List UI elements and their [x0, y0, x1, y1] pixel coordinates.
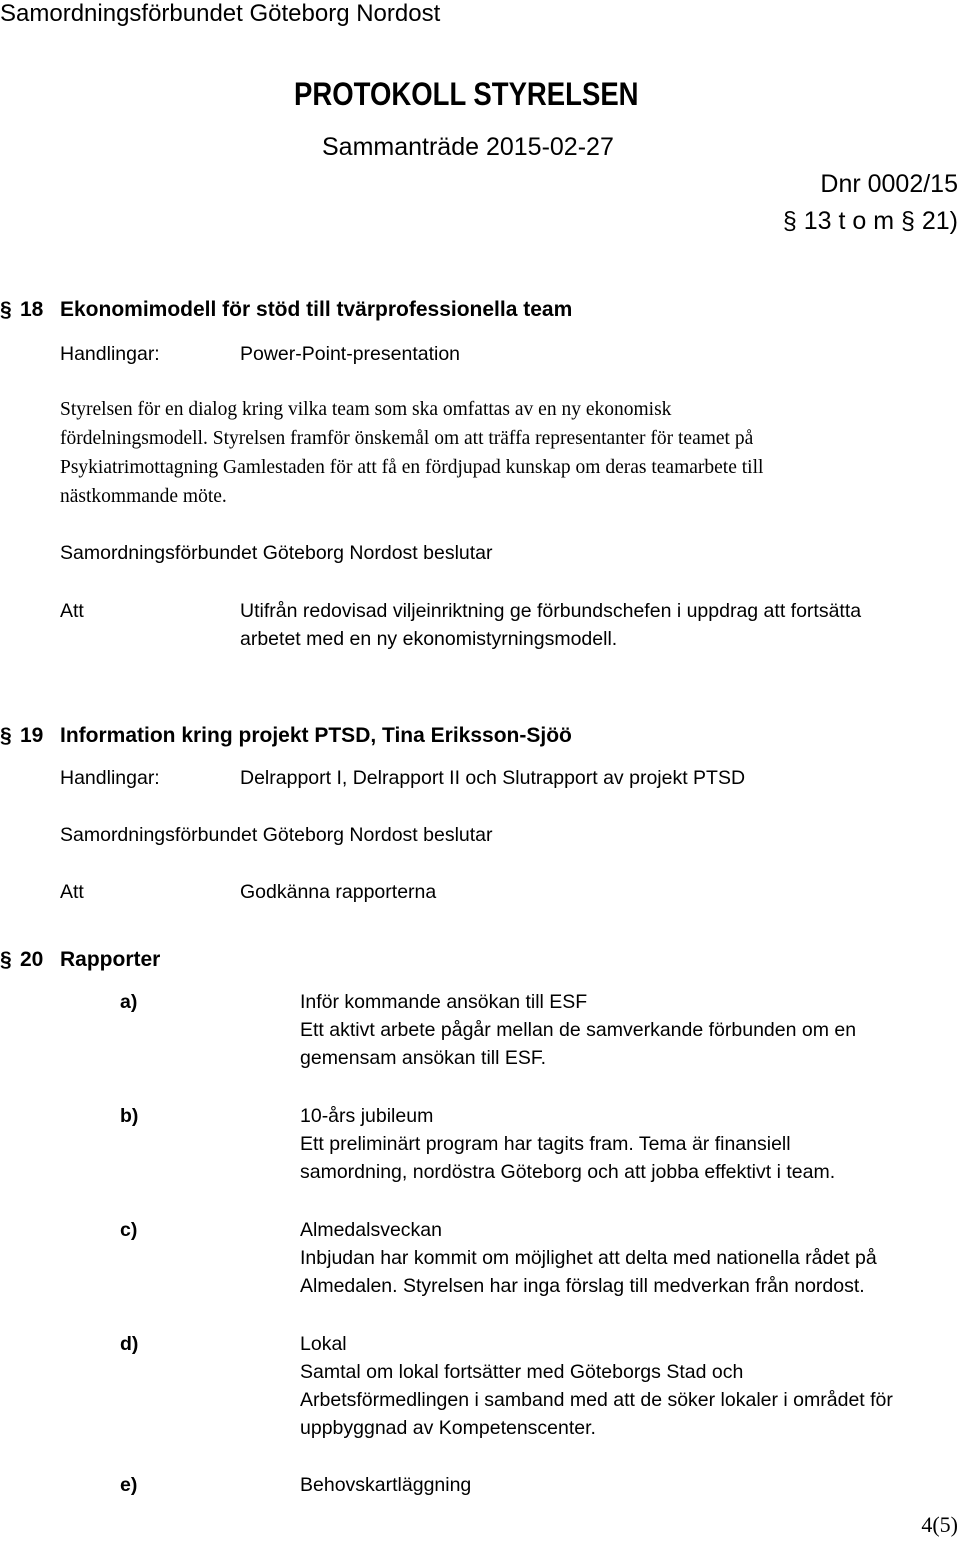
att-value: Godkänna rapporterna — [240, 881, 437, 903]
item-line: Ett aktivt arbete pågår mellan de samverkande förbunden om en — [300, 1019, 857, 1041]
body-line: Styrelsen för en dialog kring vilka team som ska omfattas av en ny ekonomisk — [60, 399, 672, 420]
decision-heading: Samordningsförbundet Göteborg Nordost beslutar — [60, 542, 493, 564]
body-line: fördelningsmodell. Styrelsen framför önskemål om att träffa representanter för teamet på — [60, 428, 754, 449]
handlingar-value: Power-Point-presentation — [240, 343, 461, 365]
item-label-e: e) — [120, 1474, 138, 1496]
body-line: Psykiatrimottagning Gamlestaden för att få en fördjupad kunskap om deras teamarbete till — [60, 457, 764, 478]
item-line: Ett preliminärt program har tagits fram. Tema är finansiell — [300, 1133, 791, 1155]
item-label-b: b) — [120, 1105, 139, 1127]
att-line: arbetet med en ny ekonomistyrningsmodell. — [240, 628, 618, 650]
item-line: Inbjudan har kommit om möjlighet att delta med nationella rådet på — [300, 1247, 877, 1269]
item-line: Almedalen. Styrelsen har inga förslag till medverkan från nordost. — [300, 1275, 865, 1297]
body-line: nästkommande möte. — [60, 486, 227, 507]
att-line: Utifrån redovisad viljeinriktning ge förbundschefen i uppdrag att fortsätta — [240, 600, 862, 622]
item-heading: Almedalsveckan — [300, 1219, 442, 1241]
page-title: PROTOKOLL STYRELSEN — [294, 76, 639, 112]
section-title: Information kring projekt PTSD, Tina Eriksson-Sjöö — [60, 724, 572, 747]
paragraph-mark: § — [0, 298, 12, 321]
section-number: 20 — [20, 948, 44, 971]
item-line: uppbyggnad av Kompetenscenter. — [300, 1417, 596, 1439]
item-line: Samtal om lokal fortsätter med Göteborgs Stad och — [300, 1361, 744, 1383]
item-heading: Inför kommande ansökan till ESF — [300, 991, 588, 1013]
meeting-date: Sammanträde 2015-02-27 — [322, 133, 614, 161]
item-heading: 10-års jubileum — [300, 1105, 434, 1127]
page-number: 4(5) — [921, 1512, 958, 1537]
item-heading: Behovskartläggning — [300, 1474, 472, 1496]
paragraph-mark: § — [0, 724, 12, 747]
handlingar-value: Delrapport I, Delrapport II och Slutrapport av projekt PTSD — [240, 767, 746, 789]
item-label-d: d) — [120, 1333, 139, 1355]
att-label: Att — [60, 600, 84, 622]
item-label-a: a) — [120, 991, 138, 1013]
paragraph-mark: § — [0, 948, 12, 971]
section-number: 19 — [20, 724, 44, 747]
item-line: Arbetsförmedlingen i samband med att de söker lokaler i området för — [300, 1389, 893, 1411]
item-line: samordning, nordöstra Göteborg och att jobba effektivt i team. — [300, 1161, 836, 1183]
section-title: Rapporter — [60, 948, 161, 971]
handlingar-label: Handlingar: — [60, 343, 160, 365]
paragraph-range: § 13 t o m § 21) — [782, 207, 958, 235]
diary-number: Dnr 0002/15 — [820, 170, 958, 198]
handlingar-label: Handlingar: — [60, 767, 160, 789]
att-label: Att — [60, 881, 84, 903]
section-title: Ekonomimodell för stöd till tvärprofessionella team — [60, 298, 573, 321]
decision-heading: Samordningsförbundet Göteborg Nordost beslutar — [60, 824, 493, 846]
item-line: gemensam ansökan till ESF. — [300, 1047, 547, 1069]
section-number: 18 — [20, 298, 44, 321]
item-heading: Lokal — [300, 1333, 347, 1355]
organization-name: Samordningsförbundet Göteborg Nordost — [0, 0, 441, 27]
item-label-c: c) — [120, 1219, 138, 1241]
